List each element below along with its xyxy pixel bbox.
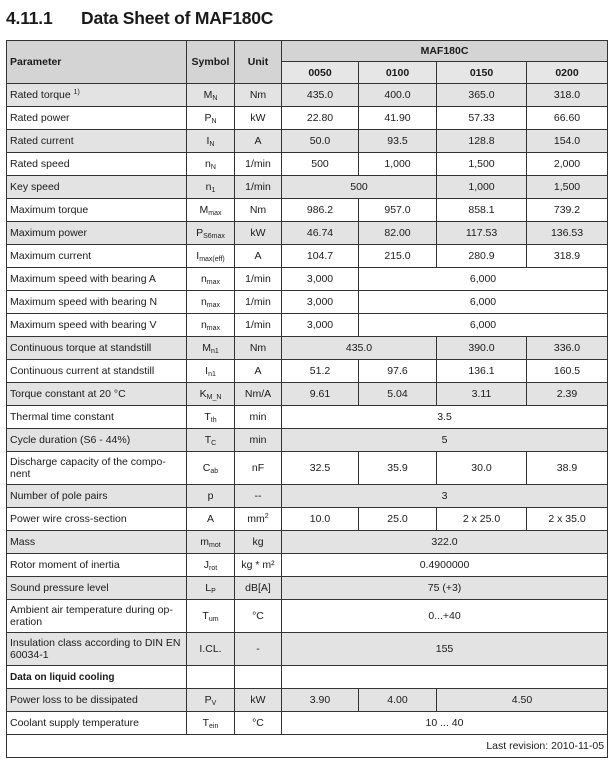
- row-insulation-class: [7, 633, 608, 666]
- header-unit: Unit: [235, 41, 282, 84]
- value-cell: 336.0: [527, 337, 608, 360]
- unit-cell: $mm^2$: [235, 508, 282, 531]
- parameter-label: Rated current: [7, 130, 187, 153]
- parameter-label: Torque constant at 20 °C: [7, 383, 187, 406]
- value-cell: 435.0: [282, 84, 359, 107]
- value-cell: 2.39: [527, 383, 608, 406]
- unit-cell: 1/min: [235, 268, 282, 291]
- row-thermal-time-constant: [7, 406, 608, 429]
- value-cell: 400.0: [359, 84, 437, 107]
- unit-cell: kW: [235, 222, 282, 245]
- parameter-label: Insulation class according to DIN EN 60034-1: [7, 633, 187, 666]
- parameter-label: Maximum torque: [7, 199, 187, 222]
- symbol-cell: $n_{max}$: [187, 291, 235, 314]
- symbol-cell: $M_{max}$: [187, 199, 235, 222]
- value-cell: 957.0: [359, 199, 437, 222]
- unit-cell: Nm/A: [235, 383, 282, 406]
- unit-cell: kg * m²: [235, 554, 282, 577]
- unit-cell: -: [235, 633, 282, 666]
- unit-cell: 1/min: [235, 153, 282, 176]
- header-variant: 0100: [359, 62, 437, 84]
- row-rated-power: [7, 107, 608, 130]
- parameter-label: Key speed: [7, 176, 187, 199]
- parameter-label: Maximum speed with bearing A: [7, 268, 187, 291]
- value-cell: 25.0: [359, 508, 437, 531]
- parameter-label: Maximum power: [7, 222, 187, 245]
- symbol-cell: $P_V$: [187, 689, 235, 712]
- row-continuous-current: [7, 360, 608, 383]
- symbol-cell: $M_{n1}$: [187, 337, 235, 360]
- unit-cell: min: [235, 429, 282, 452]
- value-cell: 97.6: [359, 360, 437, 383]
- value-cell: 51.2: [282, 360, 359, 383]
- section-number: 4.11.1: [6, 7, 53, 28]
- header-variant: 0200: [527, 62, 608, 84]
- value-cell: 1,500: [437, 153, 527, 176]
- symbol-cell: $J_{rot}$: [187, 554, 235, 577]
- header-variant: 0150: [437, 62, 527, 84]
- value-cell: 50.0: [282, 130, 359, 153]
- row-max-current: [7, 245, 608, 268]
- unit-cell: Nm: [235, 84, 282, 107]
- unit-cell: kg: [235, 531, 282, 554]
- value-cell: 5.04: [359, 383, 437, 406]
- row-cycle-duration: [7, 429, 608, 452]
- value-cell: 739.2: [527, 199, 608, 222]
- symbol-cell: $T_{th}$: [187, 406, 235, 429]
- symbol-cell: p: [187, 485, 235, 508]
- unit-cell: A: [235, 130, 282, 153]
- value-cell: 136.53: [527, 222, 608, 245]
- value-cell: 10 ... 40: [282, 712, 608, 735]
- value-cell: 93.5: [359, 130, 437, 153]
- row-max-torque: [7, 199, 608, 222]
- value-cell: 154.0: [527, 130, 608, 153]
- value-cell: 3,000: [282, 314, 359, 337]
- row-sound-pressure: [7, 577, 608, 600]
- symbol-cell: $I_N$: [187, 130, 235, 153]
- value-cell: 2 x 35.0: [527, 508, 608, 531]
- row-max-speed-bearing-a: [7, 268, 608, 291]
- value-cell: 22.80: [282, 107, 359, 130]
- value-cell: 280.9: [437, 245, 527, 268]
- unit-cell: dB[A]: [235, 577, 282, 600]
- value-cell: 9.61: [282, 383, 359, 406]
- value-cell: 10.0: [282, 508, 359, 531]
- row-torque-constant: [7, 383, 608, 406]
- value-cell: 2,000: [527, 153, 608, 176]
- symbol-cell: A: [187, 508, 235, 531]
- footer-row: [7, 735, 608, 758]
- value-cell: 57.33: [437, 107, 527, 130]
- unit-cell: nF: [235, 452, 282, 485]
- value-cell: 390.0: [437, 337, 527, 360]
- value-cell: 6,000: [359, 314, 608, 337]
- unit-cell: °C: [235, 712, 282, 735]
- value-cell: 500: [282, 153, 359, 176]
- row-continuous-torque: [7, 337, 608, 360]
- unit-cell: 1/min: [235, 314, 282, 337]
- parameter-label: Power loss to be dissipated: [7, 689, 187, 712]
- row-power-wire-cross-section: [7, 508, 608, 531]
- value-cell: 215.0: [359, 245, 437, 268]
- unit-cell: A: [235, 245, 282, 268]
- value-cell: 4.00: [359, 689, 437, 712]
- unit-cell: Nm: [235, 199, 282, 222]
- unit-cell: °C: [235, 600, 282, 633]
- row-discharge-capacity: [7, 452, 608, 485]
- row-rated-current: [7, 130, 608, 153]
- value-cell: 75 (+3): [282, 577, 608, 600]
- parameter-label: Continuous current at standstill: [7, 360, 187, 383]
- symbol-cell: $C_{ab}$: [187, 452, 235, 485]
- data-sheet-table: [6, 40, 608, 758]
- parameter-label: Mass: [7, 531, 187, 554]
- value-cell: 46.74: [282, 222, 359, 245]
- section-liquid-cooling: [7, 666, 608, 689]
- value-cell: 5: [282, 429, 608, 452]
- value-cell: 35.9: [359, 452, 437, 485]
- value-cell: 435.0: [282, 337, 437, 360]
- unit-cell: A: [235, 360, 282, 383]
- value-cell: 0.4900000: [282, 554, 608, 577]
- parameter-label: Rated speed: [7, 153, 187, 176]
- row-key-speed: [7, 176, 608, 199]
- section-title: Data Sheet of MAF180C: [81, 7, 274, 28]
- symbol-cell: $I_{max(eff)}$: [187, 245, 235, 268]
- unit-cell: min: [235, 406, 282, 429]
- value-cell: 1,500: [527, 176, 608, 199]
- symbol-cell: $T_{ein}$: [187, 712, 235, 735]
- row-rated-torque: [7, 84, 608, 107]
- value-cell: 4.50: [437, 689, 608, 712]
- row-ambient-temperature: [7, 600, 608, 633]
- unit-cell: --: [235, 485, 282, 508]
- value-cell: 1,000: [359, 153, 437, 176]
- parameter-label: Discharge capacity of the compo-nent: [7, 452, 187, 485]
- unit-cell: 1/min: [235, 176, 282, 199]
- row-max-power: [7, 222, 608, 245]
- page-heading: [6, 4, 273, 32]
- value-cell: 41.90: [359, 107, 437, 130]
- symbol-cell: $T_{um}$: [187, 600, 235, 633]
- value-cell: 82.00: [359, 222, 437, 245]
- value-cell: 0...+40: [282, 600, 608, 633]
- value-cell: 3.5: [282, 406, 608, 429]
- value-cell: 104.7: [282, 245, 359, 268]
- symbol-cell: $n_1$: [187, 176, 235, 199]
- value-cell: 3: [282, 485, 608, 508]
- symbol-cell: I.CL.: [187, 633, 235, 666]
- last-revision: Last revision: 2010-11-05: [7, 735, 608, 758]
- parameter-label: Cycle duration (S6 - 44%): [7, 429, 187, 452]
- symbol-cell: $I_{n1}$: [187, 360, 235, 383]
- unit-cell: kW: [235, 689, 282, 712]
- section-heading: Data on liquid cooling: [7, 666, 187, 689]
- symbol-cell: $P_{S6max}$: [187, 222, 235, 245]
- header-symbol: Symbol: [187, 41, 235, 84]
- value-cell: 38.9: [527, 452, 608, 485]
- value-cell: 858.1: [437, 199, 527, 222]
- unit-cell: kW: [235, 107, 282, 130]
- value-cell: 30.0: [437, 452, 527, 485]
- value-cell: 2 x 25.0: [437, 508, 527, 531]
- value-cell: 6,000: [359, 291, 608, 314]
- symbol-cell: $T_C$: [187, 429, 235, 452]
- value-cell: 318.0: [527, 84, 608, 107]
- row-rated-speed: [7, 153, 608, 176]
- unit-cell: 1/min: [235, 291, 282, 314]
- header-row-motor: [7, 41, 608, 62]
- value-cell: 3,000: [282, 268, 359, 291]
- value-cell: 318.9: [527, 245, 608, 268]
- value-cell: 66.60: [527, 107, 608, 130]
- value-cell: 1,000: [437, 176, 527, 199]
- value-cell: 136.1: [437, 360, 527, 383]
- value-cell: 160.5: [527, 360, 608, 383]
- parameter-label: Number of pole pairs: [7, 485, 187, 508]
- row-rotor-inertia: [7, 554, 608, 577]
- header-variant: 0050: [282, 62, 359, 84]
- parameter-label: Rotor moment of inertia: [7, 554, 187, 577]
- parameter-label: Ambient air temperature during op-eration: [7, 600, 187, 633]
- symbol-cell: $n_N$: [187, 153, 235, 176]
- header-parameter: Parameter: [7, 41, 187, 84]
- symbol-cell: $L_P$: [187, 577, 235, 600]
- value-cell: 986.2: [282, 199, 359, 222]
- header-motor-type: MAF180C: [282, 41, 608, 62]
- symbol-cell: $K_{M\_N}$: [187, 383, 235, 406]
- symbol-cell: $M_N$: [187, 84, 235, 107]
- row-max-speed-bearing-v: [7, 314, 608, 337]
- value-cell: 128.8: [437, 130, 527, 153]
- value-cell: 155: [282, 633, 608, 666]
- value-cell: 3.11: [437, 383, 527, 406]
- value-cell: 365.0: [437, 84, 527, 107]
- parameter-label: Sound pressure level: [7, 577, 187, 600]
- parameter-label: Power wire cross-section: [7, 508, 187, 531]
- parameter-label: Rated power: [7, 107, 187, 130]
- symbol-cell: $m_{mot}$: [187, 531, 235, 554]
- parameter-label: Thermal time constant: [7, 406, 187, 429]
- symbol-cell: $n_{max}$: [187, 314, 235, 337]
- value-cell: 3,000: [282, 291, 359, 314]
- row-mass: [7, 531, 608, 554]
- parameter-label: Maximum speed with bearing N: [7, 291, 187, 314]
- value-cell: 322.0: [282, 531, 608, 554]
- symbol-cell: $n_{max}$: [187, 268, 235, 291]
- row-pole-pairs: [7, 485, 608, 508]
- parameter-label: Maximum speed with bearing V: [7, 314, 187, 337]
- value-cell: 500: [282, 176, 437, 199]
- value-cell: 6,000: [359, 268, 608, 291]
- row-max-speed-bearing-n: [7, 291, 608, 314]
- parameter-label: Coolant supply temperature: [7, 712, 187, 735]
- parameter-label: Continuous torque at standstill: [7, 337, 187, 360]
- row-coolant-temperature: [7, 712, 608, 735]
- value-cell: 117.53: [437, 222, 527, 245]
- unit-cell: Nm: [235, 337, 282, 360]
- value-cell: 3.90: [282, 689, 359, 712]
- row-power-loss: [7, 689, 608, 712]
- parameter-label: Maximum current: [7, 245, 187, 268]
- parameter-label: Rated torque $^{1)}$: [7, 84, 187, 107]
- value-cell: 32.5: [282, 452, 359, 485]
- symbol-cell: $P_N$: [187, 107, 235, 130]
